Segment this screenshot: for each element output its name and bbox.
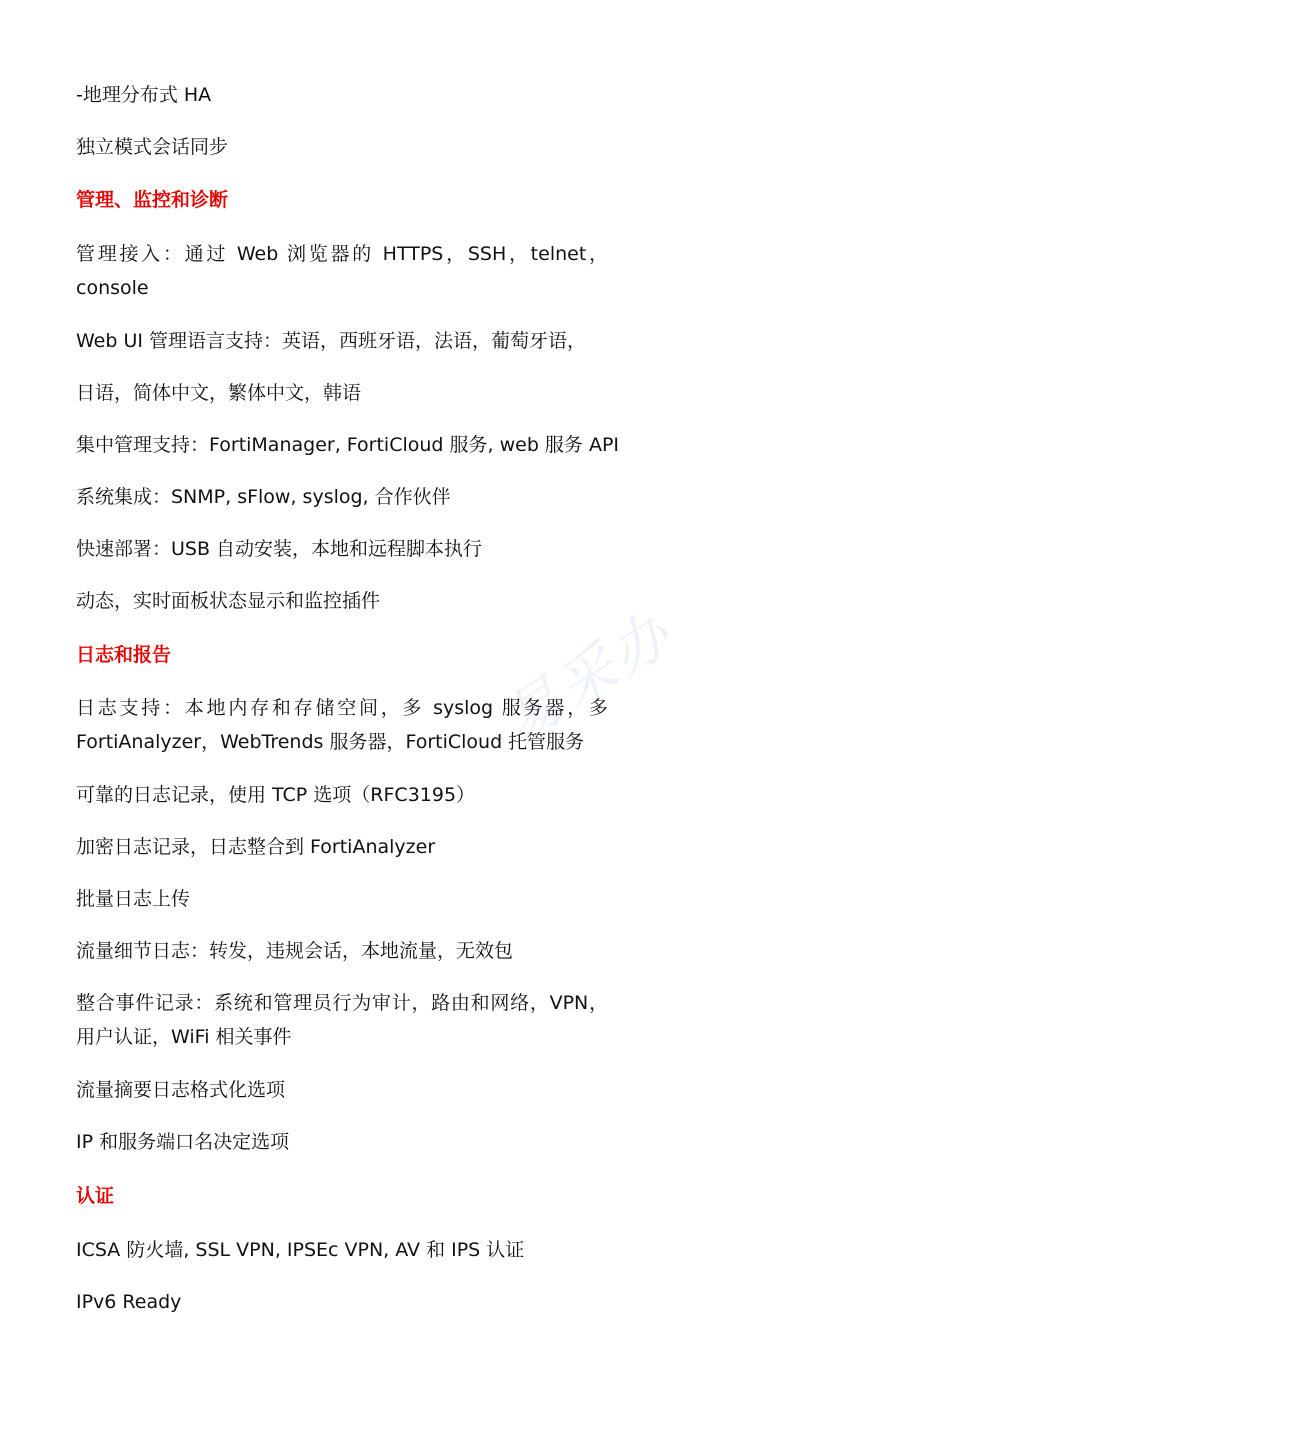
section-heading-certification: 认证 xyxy=(76,1185,115,1207)
section-heading-logging: 日志和报告 xyxy=(76,644,172,666)
text-encrypted-logging: 加密日志记录，日志整合到 FortiAnalyzer xyxy=(76,836,436,858)
text-ip-port-name: IP 和服务端口名决定选项 xyxy=(76,1131,290,1153)
text-reliable-logging: 可靠的日志记录，使用 TCP 选项（RFC3195） xyxy=(76,784,476,806)
text-rapid-deployment: 快速部署：USB 自动安装，本地和远程脚本执行 xyxy=(76,538,483,560)
text-central-management: 集中管理支持：FortiManager, FortiCloud 服务, web 服务 API xyxy=(76,434,620,456)
text-geo-ha: -地理分布式 HA xyxy=(76,84,212,106)
watermark: 易采办 xyxy=(491,598,686,755)
text-batch-upload: 批量日志上传 xyxy=(76,888,191,910)
text-management-access: 管理接入：通过 Web 浏览器的 HTTPS，SSH，telnet，console xyxy=(76,243,608,299)
section-heading-management: 管理、监控和诊断 xyxy=(76,189,229,211)
text-dashboard: 动态，实时面板状态显示和监控插件 xyxy=(76,590,381,612)
text-webui-language-cont: 日语，简体中文，繁体中文，韩语 xyxy=(76,382,362,404)
text-standalone-sync: 独立模式会话同步 xyxy=(76,136,229,158)
text-traffic-detail: 流量细节日志：转发，违规会话，本地流量，无效包 xyxy=(76,940,514,962)
text-system-integration: 系统集成：SNMP, sFlow, syslog, 合作伙伴 xyxy=(76,486,451,508)
text-ipv6-ready: IPv6 Ready xyxy=(76,1291,182,1313)
text-webui-language: Web UI 管理语言支持：英语，西班牙语，法语，葡萄牙语， xyxy=(76,330,587,352)
text-icsa-certification: ICSA 防火墙, SSL VPN, IPSEc VPN, AV 和 IPS 认证 xyxy=(76,1239,525,1261)
text-traffic-summary: 流量摘要日志格式化选项 xyxy=(76,1079,286,1101)
text-log-support: 日志支持：本地内存和存储空间，多 syslog 服务器，多 FortiAnalyzer，WebTrends 服务器，FortiCloud 托管服务 xyxy=(76,697,608,753)
text-event-logging: 整合事件记录：系统和管理员行为审计，路由和网络，VPN，用户认证，WiFi 相关事件 xyxy=(76,992,608,1048)
